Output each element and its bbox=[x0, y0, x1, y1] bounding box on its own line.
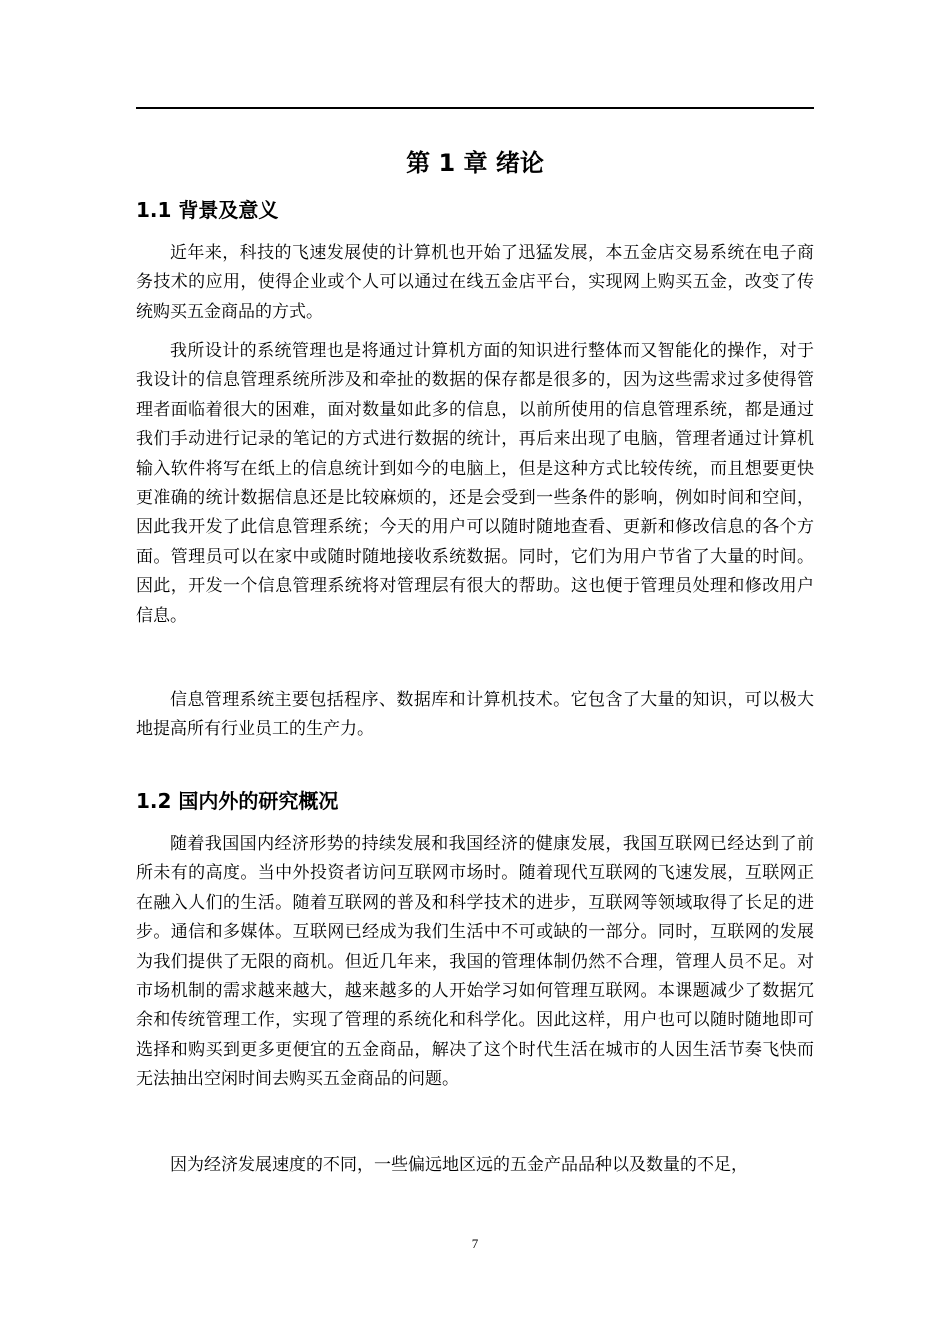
page-number: 7 bbox=[471, 1236, 479, 1251]
chapter-title: 第 1 章 绪论 bbox=[406, 149, 544, 177]
section-title-1-2: 1.2 国内外的研究概况 bbox=[136, 789, 339, 813]
paragraph: 近年来，科技的飞速发展使的计算机也开始了迅猛发展，本五金店交易系统在电子商务技术的应用，使得企业或个人可以通过在线五金店平台，实现网上购买五金，改变了传统购买五金商品的方式。 bbox=[136, 243, 814, 322]
paragraph: 因为经济发展速度的不同，一些偏远地区远的五金产品品种以及数量的不足， bbox=[170, 1155, 748, 1175]
paragraph: 我所设计的系统管理也是将通过计算机方面的知识进行整体而又智能化的操作，对于我设计的信息管理系统所涉及和牵扯的数据的保存都是很多的，因为这些需求过多使得管理者面临着很大的困难，面对数量如此多的信息，以前所使用的信息管理系统，都是通过我们手动进行记录的笔记的方式进行数据的统计，再后来出现了电脑，管理者通过计算机输入软件将写在纸上的信息统计到如今的电脑上，但是这种方式比较传统，而且想要更快更准确的统计数据信息还是比较麻烦的，还是会受到一些条件的影响，例如时间和空间，因此我开发了此信息管理系统；今天的用户可以随时随地查看、更新和修改信息的各个方面。管理员可以在家中或随时随地接收系统数据。同时，它们为用户节省了大量的时间。因此，开发一个信息管理系统将对管理层有很大的帮助。这也便于管理员处理和修改用户信息。 bbox=[136, 341, 814, 626]
paragraph: 信息管理系统主要包括程序、数据库和计算机技术。它包含了大量的知识，可以极大地提高所有行业员工的生产力。 bbox=[136, 690, 814, 740]
section-title-1-1: 1.1 背景及意义 bbox=[136, 198, 279, 222]
paragraph: 随着我国国内经济形势的持续发展和我国经济的健康发展，我国互联网已经达到了前所未有的高度。当中外投资者访问互联网市场时。随着现代互联网的飞速发展，互联网正在融入人们的生活。随着互联网的普及和科学技术的进步，互联网等领域取得了长足的进步。通信和多媒体。互联网已经成为我们生活中不可或缺的一部分。同时，互联网的发展为我们提供了无限的商机。但近几年来，我国的管理体制仍然不合理，管理人员不足。对市场机制的需求越来越大，越来越多的人开始学习如何管理互联网。本课题减少了数据冗余和传统管理工作，实现了管理的系统化和科学化。因此这样，用户也可以随时随地即可选择和购买到更多更便宜的五金商品，解决了这个时代生活在城市的人因生活节奏飞快而无法抽出空闲时间去购买五金商品的问题。 bbox=[136, 834, 814, 1090]
header-rule bbox=[136, 107, 814, 109]
